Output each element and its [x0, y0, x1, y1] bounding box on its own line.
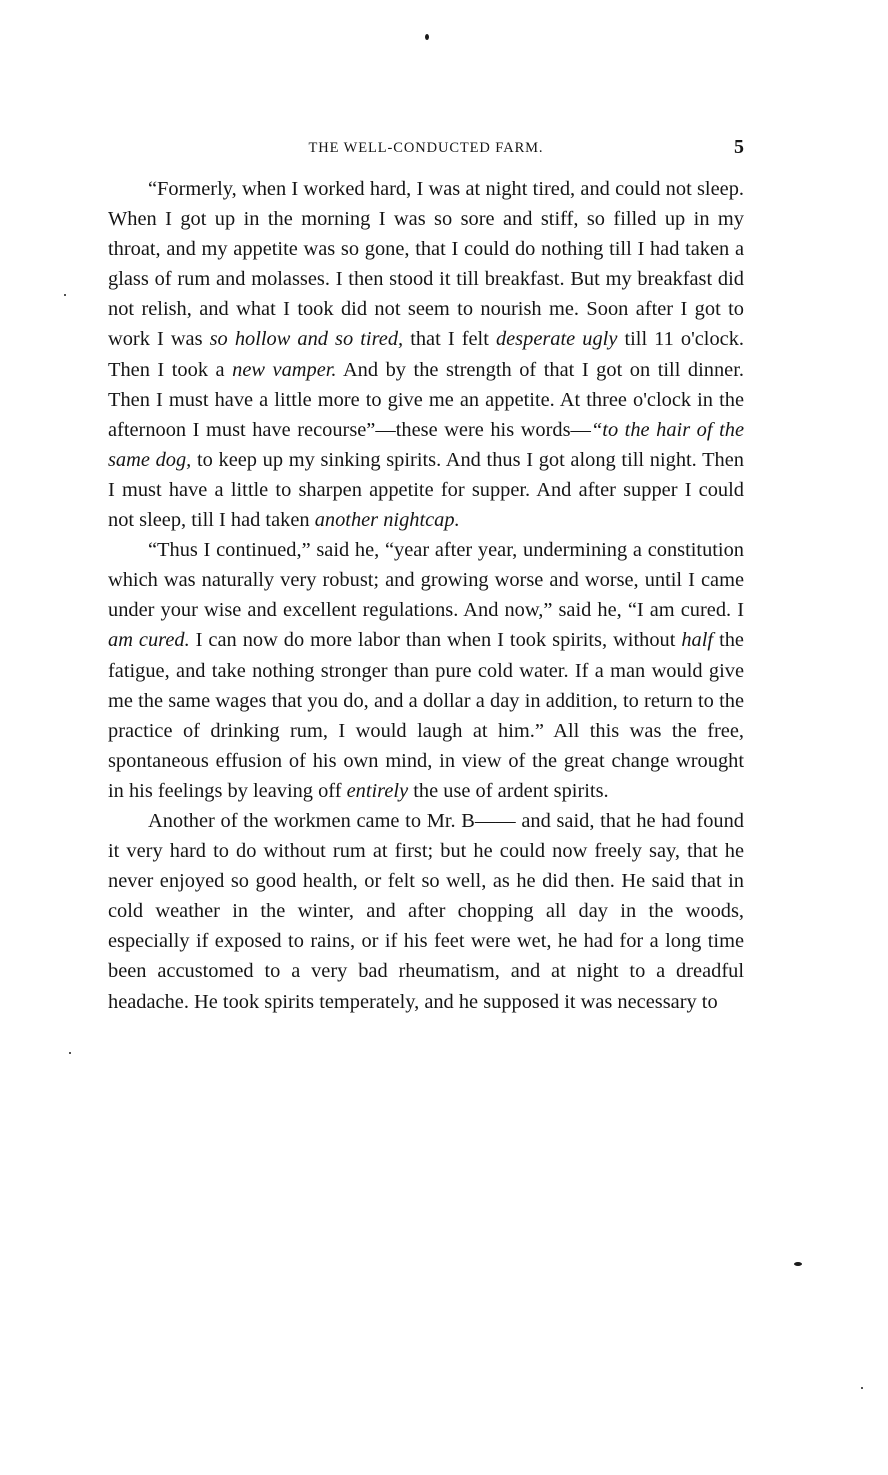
italic-run: so hollow and so tired, — [209, 328, 404, 351]
italic-run: am cured. — [108, 629, 190, 652]
ink-speck — [69, 1052, 71, 1054]
italic-run: new vamper. — [232, 358, 337, 381]
text-run: Another of the workmen came to Mr. B—— and said, that he had found it very hard to do without rum at first; but he could now freely say, that he never enjoyed so good health, or felt so well, as he did then. He said that in cold weather in the winter, and after chopping all day in the woods, especially if exposed to rains, or if his feet were wet, he had for a long time been accustomed to a very bad rheumatism, and at night to a dreadful headache. He took spirits temperately, and he supposed it was necessary to — [108, 809, 744, 1013]
text-run: And by the strength of that I got on till dinner. Then I must have a little more to give me an appetite. At three o'clock in the afternoon I must have recourse”—these were his words— — [108, 358, 744, 441]
italic-run: desperate ugly — [495, 328, 618, 351]
paragraph-3 — [108, 806, 744, 1017]
text-run: that I felt — [403, 328, 496, 351]
text-run: the fatigue, and take nothing stronger than pure cold water. If a man would give me the same wages that you do, and a dollar a day in addition, to return to the practice of drinking rum, I would laugh at him.” All this was the free, spontaneous effusion of his own mind, in view of the great change wrought in his feelings by leaving off — [108, 629, 744, 802]
italic-run: entirely — [346, 779, 409, 802]
text-run: “Formerly, when I worked hard, I was at night tired, and could not sleep. When I got up in the morning I was so sore and stiff, so filled up in my throat, and my appetite was so gone, that I could do nothing till I had taken a glass of rum and molasses. I then stood it till breakfast. But my breakfast did not relish, and what I took did not seem to nourish me. Soon after I got to work I was — [108, 178, 744, 351]
text-run: I can now do more labor than when I took spirits, without — [189, 629, 682, 652]
paragraph-2 — [108, 535, 744, 806]
italic-run: half — [681, 629, 714, 652]
page-number: 5 — [734, 136, 744, 158]
running-title: THE WELL-CONDUCTED FARM. — [308, 140, 544, 156]
ink-speck — [861, 1387, 863, 1389]
text-run: till 11 o'clock. Then I took a — [108, 328, 745, 381]
paragraph-1 — [108, 174, 744, 535]
ink-speck — [64, 294, 66, 296]
running-head — [108, 136, 744, 160]
ink-speck — [794, 1262, 802, 1266]
italic-run: “to the hair of the same dog, — [108, 418, 744, 471]
text-run: the use of ardent spirits. — [408, 779, 609, 802]
text-run: to keep up my sinking spirits. And thus I got along till night. Then I must have a little to sharpen appetite for supper. And after supper I could not sleep, till I had taken — [108, 448, 744, 532]
italic-run: another nightcap. — [314, 509, 460, 532]
body-text — [108, 174, 744, 1017]
text-run: “Thus I continued,” said he, “year after year, undermining a constitution which was naturally very robust; and growing worse and worse, until I came under your wise and excellent regulations. And now,” said he, “I am cured. I — [108, 539, 744, 622]
ink-speck — [425, 34, 429, 40]
